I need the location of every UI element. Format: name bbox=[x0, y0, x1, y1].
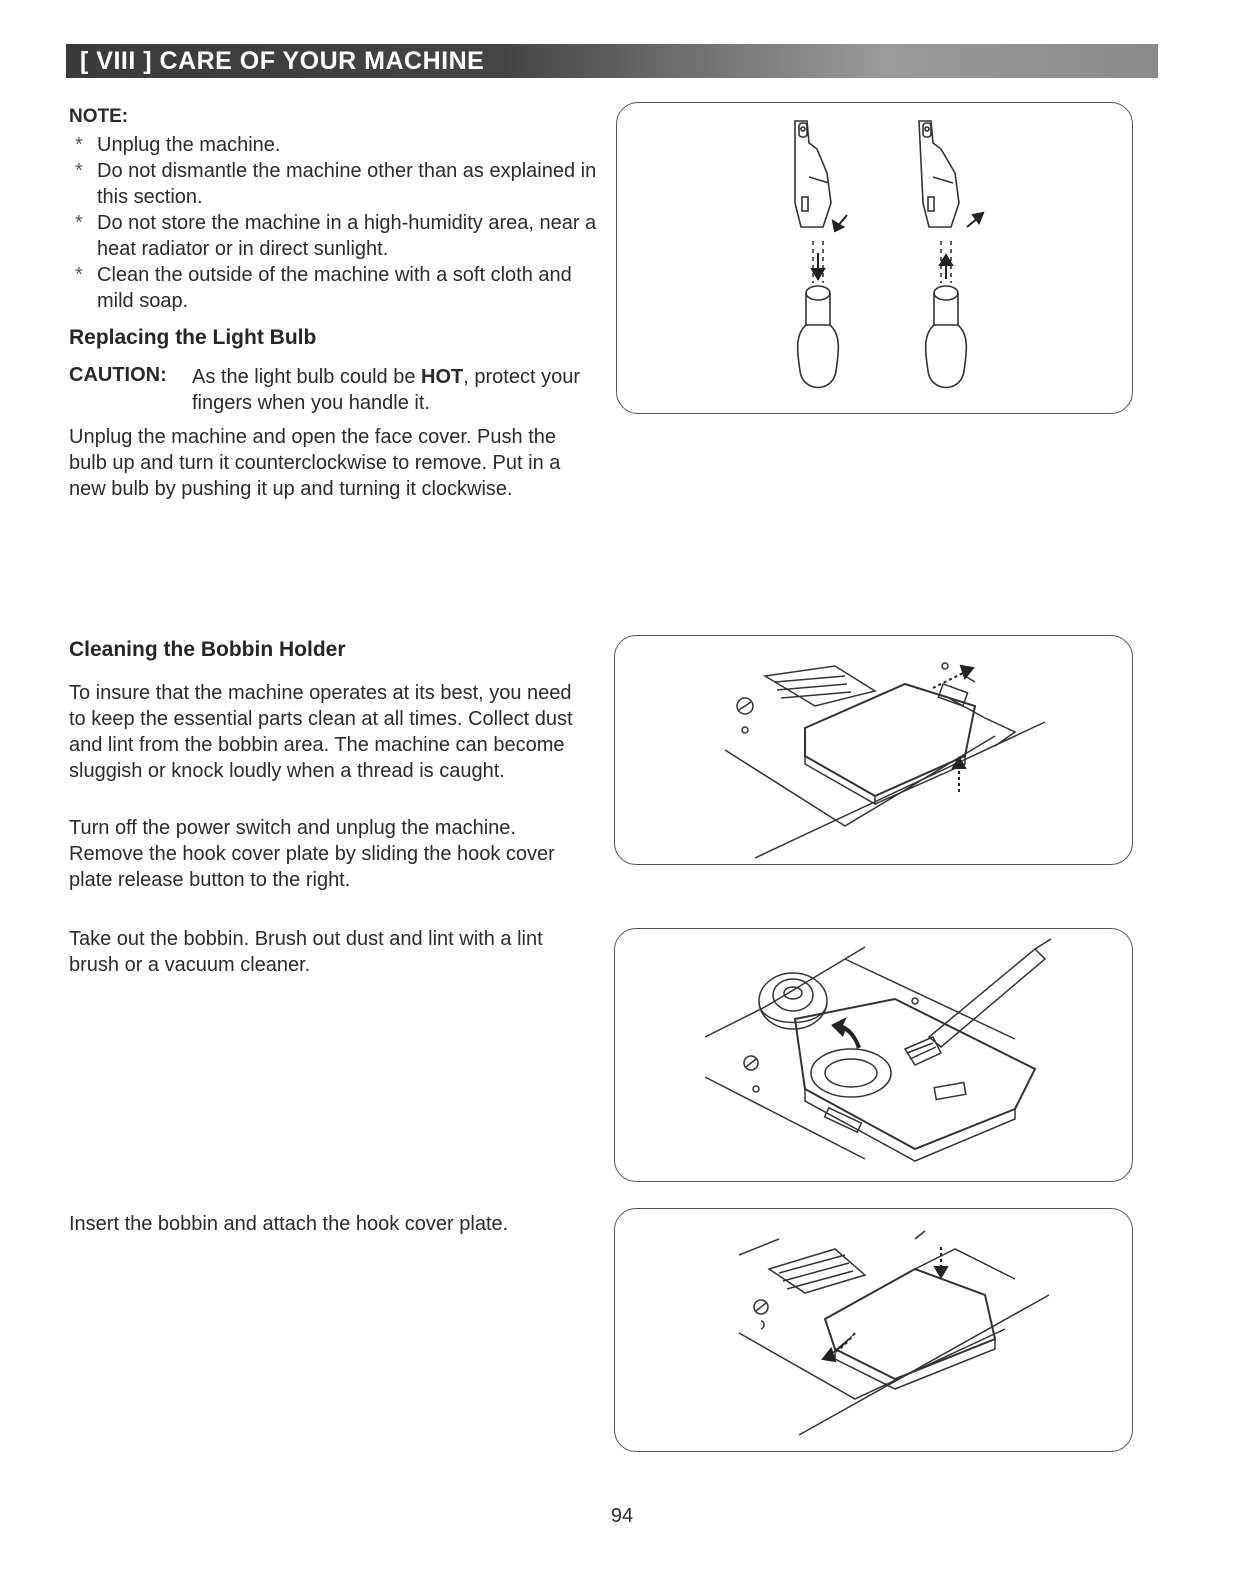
bobbin-brush-step: Take out the bobbin. Brush out dust and lint with a lint brush or a vacuum cleaner. bbox=[69, 928, 543, 976]
bullet-asterisk: * bbox=[75, 264, 83, 286]
caution-text-part: , protect your fingers when you handle it. bbox=[192, 366, 580, 414]
bullet-asterisk: * bbox=[75, 212, 83, 234]
note-list bbox=[69, 132, 599, 314]
bullet-asterisk: * bbox=[75, 134, 83, 156]
caution-hot-word: HOT bbox=[421, 366, 464, 388]
note-item-text: Do not dismantle the machine other than as explained in this section. bbox=[97, 160, 597, 208]
note-item-text: Do not store the machine in a high-humidity area, near a heat radiator or in direct sunlight. bbox=[97, 212, 597, 260]
note-item bbox=[69, 158, 599, 210]
attach-cover-illustration bbox=[614, 1208, 1133, 1452]
section-title: [ VIII ] CARE OF YOUR MACHINE bbox=[80, 47, 485, 75]
bobbin-heading: Cleaning the Bobbin Holder bbox=[69, 638, 346, 661]
light-bulb-instructions: Unplug the machine and open the face cover. Push the bulb up and turn it counterclockwise to remove. Put in a new bulb by pushing it up and turning it clockwise. bbox=[69, 426, 561, 500]
bullet-asterisk: * bbox=[75, 160, 83, 182]
brush-lint-illustration bbox=[614, 928, 1133, 1182]
note-heading: NOTE: bbox=[69, 106, 129, 127]
brush-lint-drawing bbox=[615, 929, 1133, 1182]
bobbin-insert-step: Insert the bobbin and attach the hook cover plate. bbox=[69, 1213, 509, 1235]
remove-cover-illustration bbox=[614, 635, 1133, 865]
caution-text-part: As the light bulb could be bbox=[192, 366, 422, 388]
light-bulb-illustration bbox=[616, 102, 1133, 414]
attach-cover-drawing bbox=[615, 1209, 1133, 1452]
section-header-bar bbox=[66, 44, 1158, 78]
note-item bbox=[69, 262, 599, 314]
note-item bbox=[69, 132, 599, 158]
remove-cover-drawing bbox=[615, 636, 1133, 865]
light-bulb-drawing bbox=[617, 103, 1133, 414]
bobbin-remove-cover: Turn off the power switch and unplug the machine. Remove the hook cover plate by sliding the hook cover plate release button to the right. bbox=[69, 817, 555, 891]
caution-label: CAUTION: bbox=[69, 364, 167, 386]
page-number: 94 bbox=[610, 1505, 634, 1527]
caution-text bbox=[192, 364, 592, 416]
note-item bbox=[69, 210, 599, 262]
note-item-text: Unplug the machine. bbox=[97, 134, 281, 156]
note-item-text: Clean the outside of the machine with a soft cloth and mild soap. bbox=[97, 264, 572, 312]
bobbin-intro: To insure that the machine operates at its best, you need to keep the essential parts clean at all times. Collect dust and lint from the bobbin area. The machine can become sluggish or knock loudly when a thread is caught. bbox=[69, 682, 573, 782]
light-bulb-heading: Replacing the Light Bulb bbox=[69, 326, 317, 349]
